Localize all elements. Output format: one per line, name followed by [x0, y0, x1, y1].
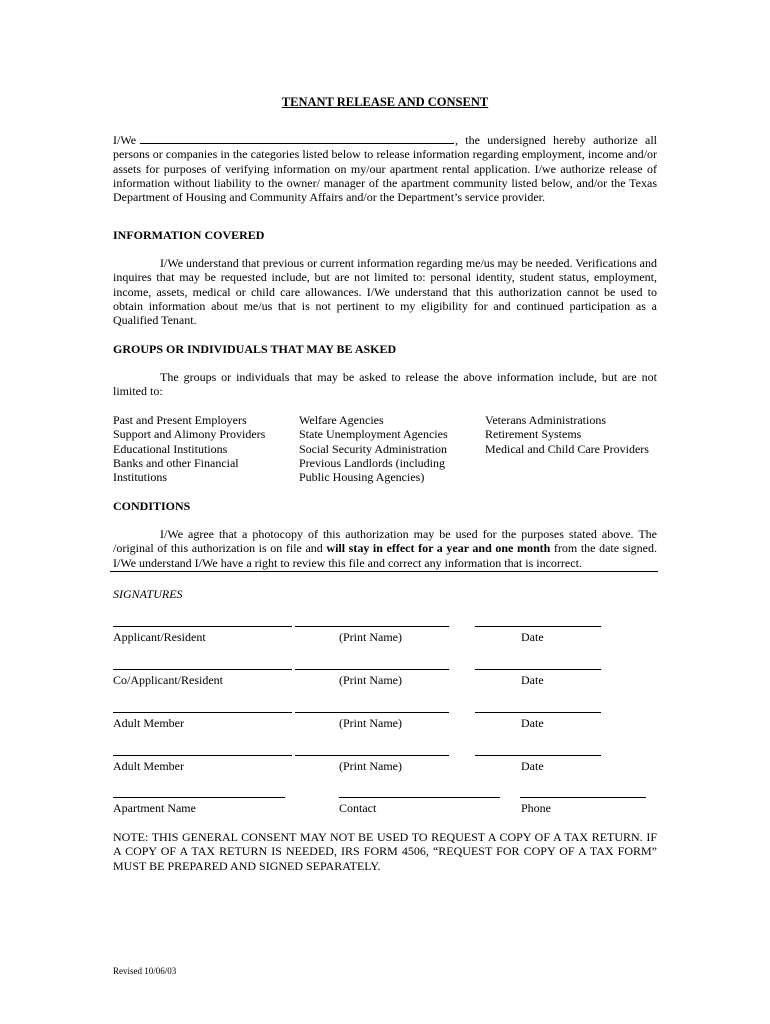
date-line[interactable] [475, 626, 601, 627]
group-item: Veterans Administrations [485, 413, 606, 427]
signature-role-label: Adult Member [113, 759, 184, 773]
group-item: Support and Alimony Providers [113, 427, 266, 442]
groups-column-3 [485, 413, 649, 456]
print-name-label: (Print Name) [339, 716, 402, 730]
date-line[interactable] [475, 712, 601, 713]
phone-label: Phone [521, 801, 551, 815]
group-item: Banks and other Financial [113, 455, 239, 470]
signature-line[interactable] [113, 626, 292, 627]
tax-return-note: NOTE: THIS GENERAL CONSENT MAY NOT BE USED TO REQUEST A COPY OF A TAX RETURN. IF A COPY OF A TAX RETURN IS NEEDED, IRS FORM 4506, “REQUEST FOR COPY OF A TAX FORM” MUST BE PREPARED AND SIGNED SEPARATELY. [113, 830, 657, 873]
signature-role-label: Co/Applicant/Resident [113, 673, 223, 687]
print-name-label: (Print Name) [339, 759, 402, 773]
group-item: Previous Landlords (including [299, 455, 445, 470]
group-item: Welfare Agencies [299, 413, 384, 427]
contact-line[interactable] [339, 797, 500, 798]
information-covered-text: I/We understand that previous or current information regarding me/us may be needed. Verifications and inquires that may be requested include, but are not limited to: personal identity, student status, employment, income, assets, medical or child care allowances. I/We understand that this authorization cannot be used to obtain information about me/us that is not pertinent to my eligibility for and continued participation as a Qualified Tenant. [113, 256, 657, 328]
conditions-text-bold: will stay in effect for a year and one month [326, 541, 551, 556]
contact-label: Contact [339, 801, 377, 815]
signature-role-label: Applicant/Resident [113, 630, 206, 644]
groups-heading: GROUPS OR INDIVIDUALS THAT MAY BE ASKED [113, 342, 397, 356]
revision-date: Revised 10/06/03 [113, 966, 177, 976]
signature-line[interactable] [113, 712, 292, 713]
conditions-heading: CONDITIONS [113, 499, 191, 513]
signature-line[interactable] [113, 755, 292, 756]
intro-text: , the undersigned hereby authorize all persons or companies in the categories listed below to release information regarding employment, income and/or assets for purposes of verifying information on my/our apartment rental application. I/we authorize release of information without liability to the owner/ manager of the apartment community listed below, and/or the Texas Department of Housing and Community Affairs and/or the Department’s service provider. [113, 133, 657, 205]
date-label: Date [521, 673, 544, 687]
document-title: TENANT RELEASE AND CONSENT [281, 95, 489, 109]
intro-start: I/We [113, 133, 137, 147]
print-name-label: (Print Name) [339, 630, 402, 644]
print-name-line[interactable] [295, 669, 449, 670]
date-line[interactable] [475, 669, 601, 670]
group-item: Institutions [113, 470, 168, 485]
group-item: State Unemployment Agencies [299, 427, 448, 442]
group-item: Social Security Administration [299, 441, 447, 456]
groups-column-1 [113, 413, 265, 484]
tenant-name-blank[interactable] [140, 132, 454, 144]
print-name-label: (Print Name) [339, 673, 402, 687]
date-label: Date [521, 716, 544, 730]
intro-paragraph [113, 132, 657, 204]
phone-line[interactable] [520, 797, 646, 798]
conditions-text [113, 527, 657, 570]
signatures-heading: SIGNATURES [113, 587, 183, 601]
information-covered-heading: INFORMATION COVERED [113, 228, 265, 242]
group-item: Public Housing Agencies) [299, 470, 425, 485]
groups-column-2 [299, 413, 448, 484]
print-name-line[interactable] [295, 626, 449, 627]
date-label: Date [521, 759, 544, 773]
signature-line[interactable] [113, 669, 292, 670]
date-line[interactable] [475, 755, 601, 756]
group-item: Retirement Systems [485, 427, 582, 442]
section-divider [110, 571, 658, 572]
signature-role-label: Adult Member [113, 716, 184, 730]
groups-text: The groups or individuals that may be asked to release the above information include, but are not limited to: [113, 370, 657, 399]
apartment-name-line[interactable] [113, 797, 285, 798]
group-item: Medical and Child Care Providers [485, 441, 649, 456]
print-name-line[interactable] [295, 755, 449, 756]
conditions-text-end: from the date signed. I/We understand I/We have a right to review this file and correct any information that is incorrect. [113, 541, 657, 570]
date-label: Date [521, 630, 544, 644]
apartment-name-label: Apartment Name [113, 801, 196, 815]
print-name-line[interactable] [295, 712, 449, 713]
group-item: Educational Institutions [113, 441, 228, 456]
group-item: Past and Present Employers [113, 413, 247, 427]
conditions-text-start: I/We agree that a photocopy of this authorization may be used for the purposes stated above. The /original of this authorization is on file and [113, 527, 657, 556]
